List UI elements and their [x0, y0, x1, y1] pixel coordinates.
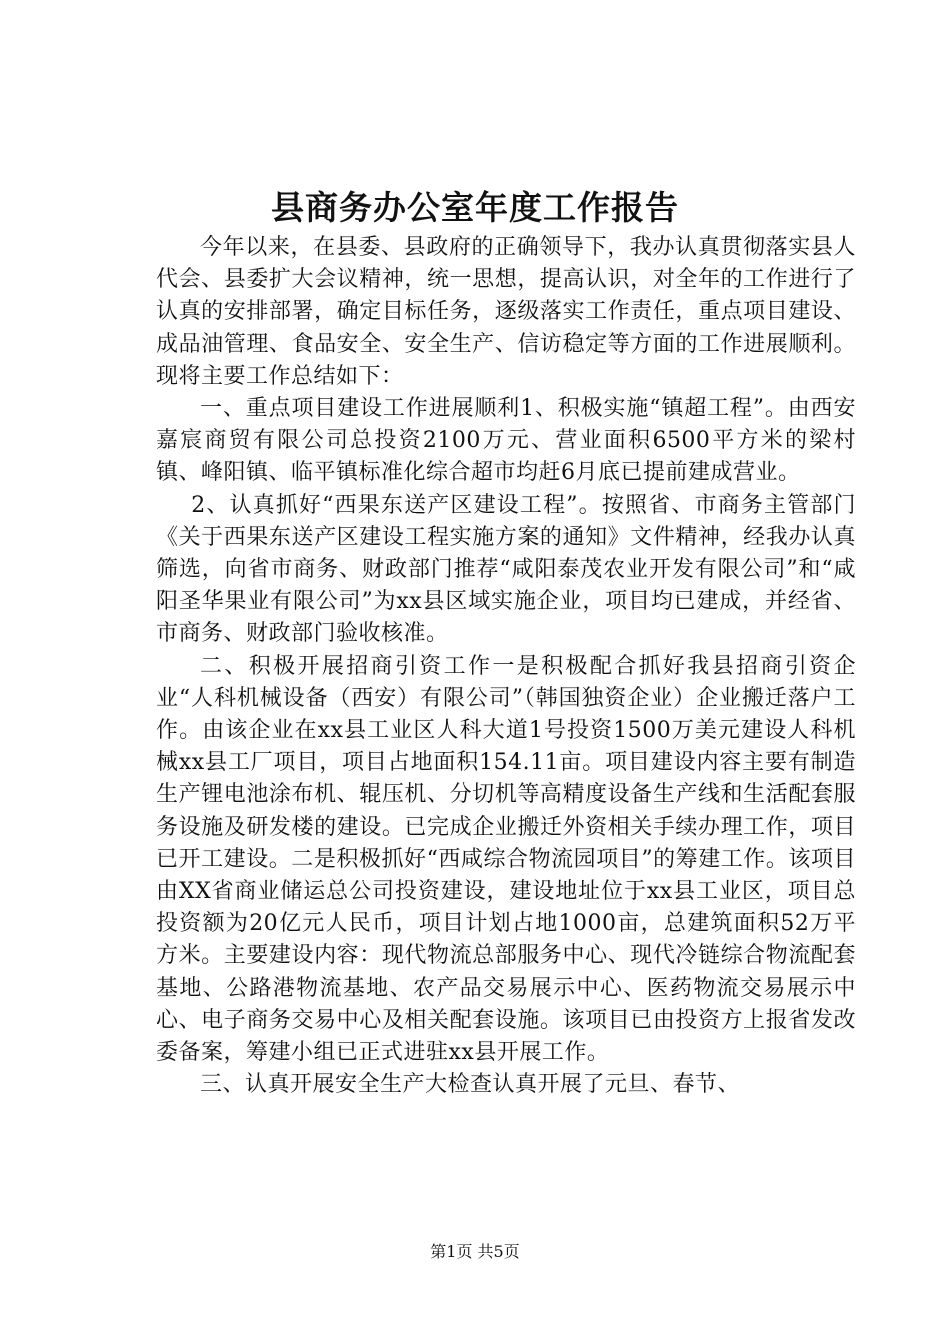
- document-title: 县商务办公室年度工作报告: [271, 188, 679, 227]
- page-footer: 第1页 共5页: [430, 1242, 520, 1261]
- paragraph-fruit-project: 2、认真抓好“西果东送产区建设工程”。按照省、市商务主管部门《关于西果东送产区建设工程实施方案的通知》文件精神，经我办认真筛选，向省市商务、财政部门推荐“咸阳泰茂农业开发有限公司”和“咸阳圣华果业有限公司”为xx县区域实施企业，项目均已建成，并经省、市商务、财政部门验收核准。: [156, 492, 856, 647]
- paragraph-safety: 三、认真开展安全生产大检查认真开展了元旦、春节、: [200, 1072, 741, 1098]
- document-body: [156, 232, 856, 1101]
- paragraph-key-projects: 一、重点项目建设工作进展顺利1、积极实施“镇超工程”。由西安嘉宸商贸有限公司总投资2100万元、营业面积6500平方米的梁村镇、峰阳镇、临平镇标准化综合超市均赶6月底已提前建成营业。: [156, 396, 856, 486]
- paragraph-intro: 今年以来，在县委、县政府的正确领导下，我办认真贯彻落实县人代会、县委扩大会议精神，统一思想，提高认识，对全年的工作进行了认真的安排部署，确定目标任务，逐级落实工作责任，重点项目建设、成品油管理、食品安全、安全生产、信访稳定等方面的工作进展顺利。现将主要工作总结如下：: [156, 235, 856, 389]
- paragraph-investment: 二、积极开展招商引资工作一是积极配合抓好我县招商引资企业“人科机械设备（西安）有限公司”（韩国独资企业）企业搬迁落户工作。由该企业在xx县工业区人科大道1号投资1500万美元建设人科机械xx县工厂项目，项目占地面积154.11亩。项目建设内容主要有制造生产锂电池涂布机、辊压机、分切机等高精度设备生产线和生活配套服务设施及研发楼的建设。已完成企业搬迁外资相关手续办理工作，项目已开工建设。二是积极抓好“西咸综合物流园项目”的筹建工作。该项目由XX省商业储运总公司投资建设，建设地址位于xx县工业区，项目总投资额为20亿元人民币，项目计划占地1000亩，总建筑面积52万平方米。主要建设内容：现代物流总部服务中心、现代冷链综合物流配套基地、公路港物流基地、农产品交易展示中心、医药物流交易展示中心、电子商务交易中心及相关配套设施。该项目已由投资方上报省发改委备案，筹建小组已正式进驻xx县开展工作。: [156, 653, 856, 1066]
